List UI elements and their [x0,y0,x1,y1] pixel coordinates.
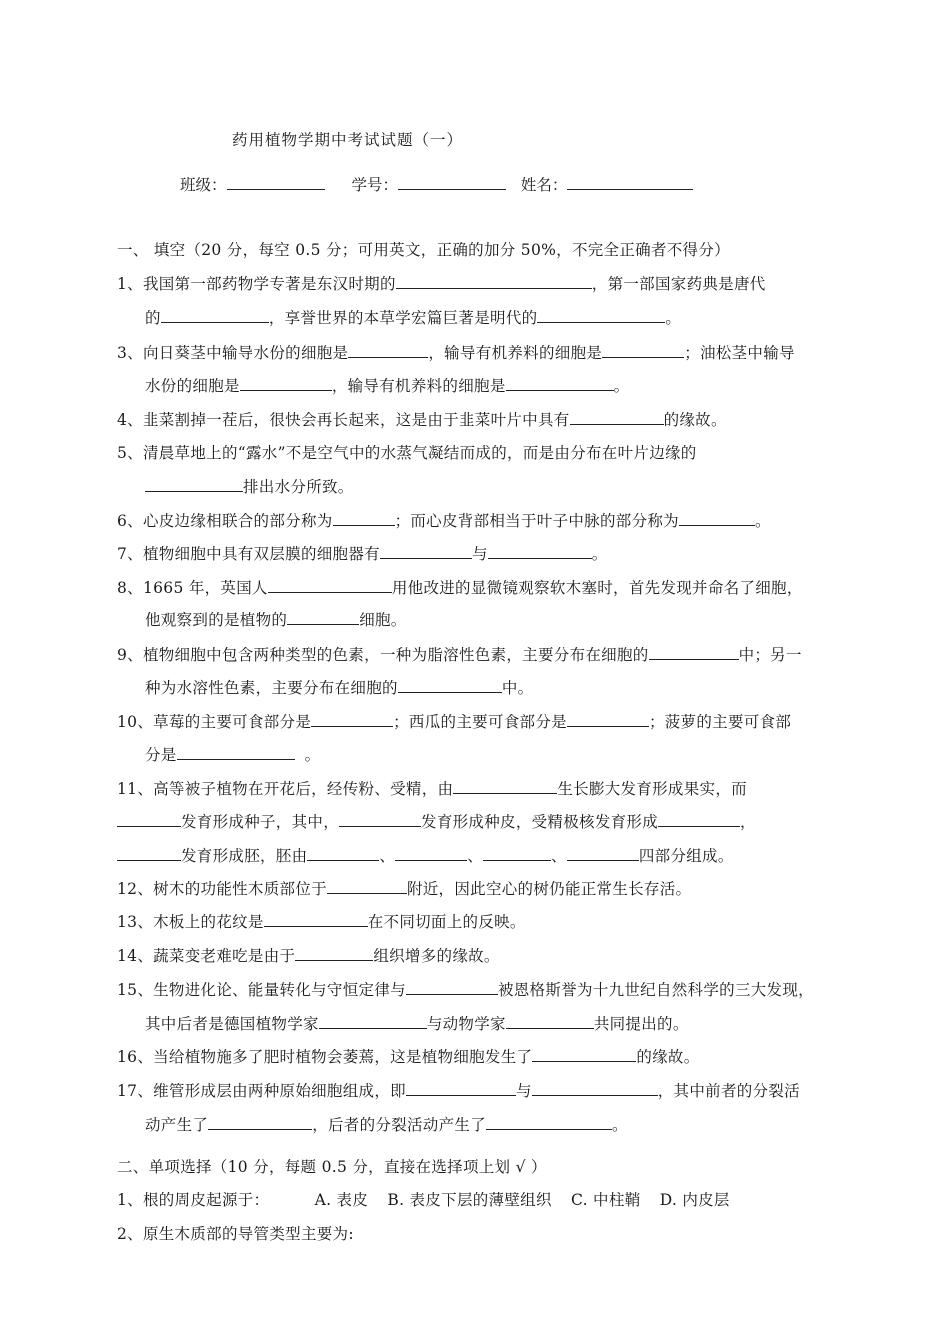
name-blank[interactable] [567,175,693,190]
q16-blank-1[interactable] [532,1047,636,1062]
question-7 [117,542,608,564]
q10-blank-3[interactable] [177,745,295,760]
q17-text: 17、维管形成层由两种原始细胞组成，即 [117,1082,406,1100]
q1-blank-3[interactable] [537,308,665,323]
q13-text: 13、木板上的花纹是 [117,913,264,931]
q15-blank-3[interactable] [506,1014,594,1029]
q17-text: 与 [515,1082,532,1100]
q10-text: 。 [304,746,321,764]
q1-text: 1、我国第一部药物学专著是东汉时期的 [117,275,396,293]
q1-text: ，第一部国家药典是唐代 [591,275,766,293]
q13-blank-1[interactable] [264,912,368,927]
question-11-line-3 [117,844,734,866]
q3-text: 水份的细胞是 [145,377,240,395]
question-6 [117,509,771,531]
question-1-line-1 [117,272,766,294]
choice-q1-option-d[interactable]: D. 内皮层 [659,1191,730,1209]
q14-text: 14、蔬菜变老难吃是由于 [117,947,296,965]
q11-text: ， [740,813,756,831]
choice-question-2 [117,1222,354,1244]
q8-blank-2[interactable] [287,610,359,625]
q9-text: 中；另一 [738,646,802,664]
q8-text: 他观察到的是植物的 [145,611,288,629]
q15-text: 共同提出的。 [593,1015,689,1033]
question-9-line-2 [145,676,533,698]
q5-text: 5、清晨草地上的“露水”不是空气中的水蒸气凝结而成的，而是由分布在叶片边缘的 [117,444,697,462]
q4-text: 4、韭菜割掉一茬后，很快会再长起来，这是由于韭菜叶片中具有 [117,411,570,429]
q7-text: 7、植物细胞中具有双层膜的细胞器有 [117,545,380,563]
q1-blank-2[interactable] [161,308,269,323]
q11-text: 、 [379,847,396,865]
q17-text: 。 [612,1116,628,1134]
q16-text: 的缘故。 [636,1048,700,1066]
q11-text: 发育形成种皮，受精极核发育形成 [421,813,659,831]
q11-blank-7[interactable] [395,846,467,861]
question-1-line-2 [145,306,681,328]
q10-text: ；西瓜的主要可食部分是 [393,713,567,731]
question-11-line-1 [117,777,747,799]
q11-blank-4[interactable] [658,812,740,827]
q17-blank-2[interactable] [532,1081,658,1096]
q1-text: 。 [665,309,682,327]
choice-q1-option-b[interactable]: B. 表皮下层的薄壁组织 [387,1191,552,1209]
choice-q1-stem: 1、根的周皮起源于： [117,1191,270,1209]
q10-text: 分是 [145,746,177,764]
class-label: 班级： [180,176,227,194]
q7-text: 。 [591,545,608,563]
class-blank[interactable] [227,175,325,190]
q3-text: ，输导有机养料的细胞是 [428,344,603,362]
choice-q1-option-a[interactable]: A. 表皮 [314,1191,369,1209]
student-id-label: 学号： [351,176,398,194]
question-5-line-2 [145,475,354,497]
q3-text: 3、向日葵茎中输导水份的细胞是 [117,344,349,362]
question-15-line-2 [145,1012,689,1034]
q11-text: 、 [551,847,567,865]
q15-text: 15、生物进化论、能量转化与守恒定律与 [117,981,406,999]
q3-blank-1[interactable] [348,343,428,358]
q11-text: 发育形成种子，其中， [181,813,340,831]
q3-blank-4[interactable] [506,376,614,391]
q11-blank-6[interactable] [307,846,379,861]
question-16 [117,1045,700,1067]
question-17-line-1 [117,1079,800,1101]
q14-text: 组织增多的缘故。 [373,947,500,965]
question-9-line-1 [117,643,802,665]
section-1-heading: 一、 填空（20 分，每空 0.5 分；可用英文，正确的加分 50%，不完全正确者不得分） [117,241,730,259]
q4-text: 的缘故。 [663,411,727,429]
q6-blank-2[interactable] [679,511,755,526]
student-info-row [180,173,693,195]
q9-blank-1[interactable] [649,645,739,660]
choice-question-1 [117,1188,730,1210]
q10-blank-2[interactable] [567,712,649,727]
q16-text: 16、当给植物施多了肥时植物会萎蔫，这是植物细胞发生了 [117,1048,533,1066]
q9-text: 中。 [501,679,534,697]
q9-text: 种为水溶性色素，主要分布在细胞的 [145,679,398,697]
q9-blank-2[interactable] [398,678,502,693]
section-2-heading: 二、单项选择（10 分，每题 0.5 分，直接在选择项上划 √ ） [117,1158,547,1176]
q11-blank-3[interactable] [339,812,421,827]
q11-blank-5[interactable] [117,846,181,861]
q11-text: 生长膨大发育形成果实，而 [557,780,747,798]
q17-blank-1[interactable] [406,1081,516,1096]
q10-text: ；菠萝的主要可食部 [648,713,792,731]
q6-text: 。 [754,512,771,530]
q15-text: 其中后者是德国植物学家 [145,1015,319,1033]
q7-blank-2[interactable] [488,544,592,559]
q10-text: 10、草莓的主要可食部分是 [117,713,312,731]
q15-blank-2[interactable] [319,1014,427,1029]
q11-text: 、 [467,847,484,865]
q8-blank-1[interactable] [268,578,392,593]
q11-blank-9[interactable] [567,846,639,861]
q11-blank-2[interactable] [117,812,181,827]
q3-text: ，输导有机养料的细胞是 [331,377,506,395]
q17-text: ，其中前者的分裂活 [657,1082,800,1100]
q1-text: 的 [145,309,161,327]
q6-text: 6、心皮边缘相联合的部分称为 [117,512,333,530]
q14-blank-1[interactable] [295,946,373,961]
question-3-line-1 [117,341,795,363]
q12-text: 12、树木的功能性木质部位于 [117,880,327,898]
question-14 [117,944,500,966]
q12-text: 附近，因此空心的树仍能正常生长存活。 [406,880,692,898]
q11-text: 发育形成胚，胚由 [181,847,308,865]
choice-q2-stem: 2、原生木质部的导管类型主要为: [117,1225,354,1243]
q8-text: 细胞。 [359,611,407,629]
student-id-blank[interactable] [398,175,506,190]
q8-text: 用他改进的显微镜观察软木塞时，首先发现并命名了细胞， [391,579,803,597]
question-17-line-2 [145,1113,628,1135]
question-12 [117,877,691,899]
question-11-line-2 [117,810,756,832]
q13-text: 在不同切面上的反映。 [367,913,526,931]
q3-text: 。 [613,377,630,395]
q11-blank-1[interactable] [453,779,557,794]
exam-title: 药用植物学期中考试试题（一） [232,131,464,149]
q15-text: 与动物学家 [426,1015,506,1033]
q6-blank-1[interactable] [333,511,395,526]
q9-text: 9、植物细胞中包含两种类型的色素，一种为脂溶性色素，主要分布在细胞的 [117,646,649,664]
question-10-line-2 [145,743,320,765]
q8-text: 8、1665 年，英国人 [117,579,268,597]
question-3-line-2 [145,374,629,396]
q7-text: 与 [471,545,488,563]
q11-blank-8[interactable] [483,846,551,861]
q10-blank-1[interactable] [311,712,393,727]
name-label: 姓名： [520,176,568,194]
q15-text: 被恩格斯誉为十九世纪自然科学的三大发现， [497,981,814,999]
question-4 [117,408,727,430]
question-8-line-2 [145,608,407,630]
q17-blank-3[interactable] [208,1115,312,1130]
q4-blank-1[interactable] [570,410,664,425]
q12-blank-1[interactable] [327,879,407,894]
q17-blank-4[interactable] [486,1115,612,1130]
q3-blank-3[interactable] [240,376,332,391]
q3-blank-2[interactable] [602,343,684,358]
choice-q1-option-c[interactable]: C. 中柱鞘 [571,1191,641,1209]
question-5-line-1 [117,441,697,463]
q7-blank-1[interactable] [380,544,472,559]
q5-blank-1[interactable] [145,477,243,492]
question-8-line-1 [117,576,803,598]
question-13 [117,910,526,932]
q15-blank-1[interactable] [406,980,498,995]
q11-text: 四部分组成。 [638,847,734,865]
q1-text: ，享誉世界的本草学宏篇巨著是明代的 [268,309,538,327]
q17-text: ，后者的分裂活动产生了 [312,1116,487,1134]
question-10-line-1 [117,710,791,732]
q3-text: ；油松茎中输导 [684,344,795,362]
q5-text: 排出水分所致。 [243,478,354,496]
q1-blank-1[interactable] [396,274,592,289]
q11-text: 11、高等被子植物在开花后，经传粉、受精，由 [117,780,454,798]
q6-text: ；而心皮背部相当于叶子中脉的部分称为 [394,512,679,530]
question-15-line-1 [117,978,814,1000]
q17-text: 动产生了 [145,1116,209,1134]
